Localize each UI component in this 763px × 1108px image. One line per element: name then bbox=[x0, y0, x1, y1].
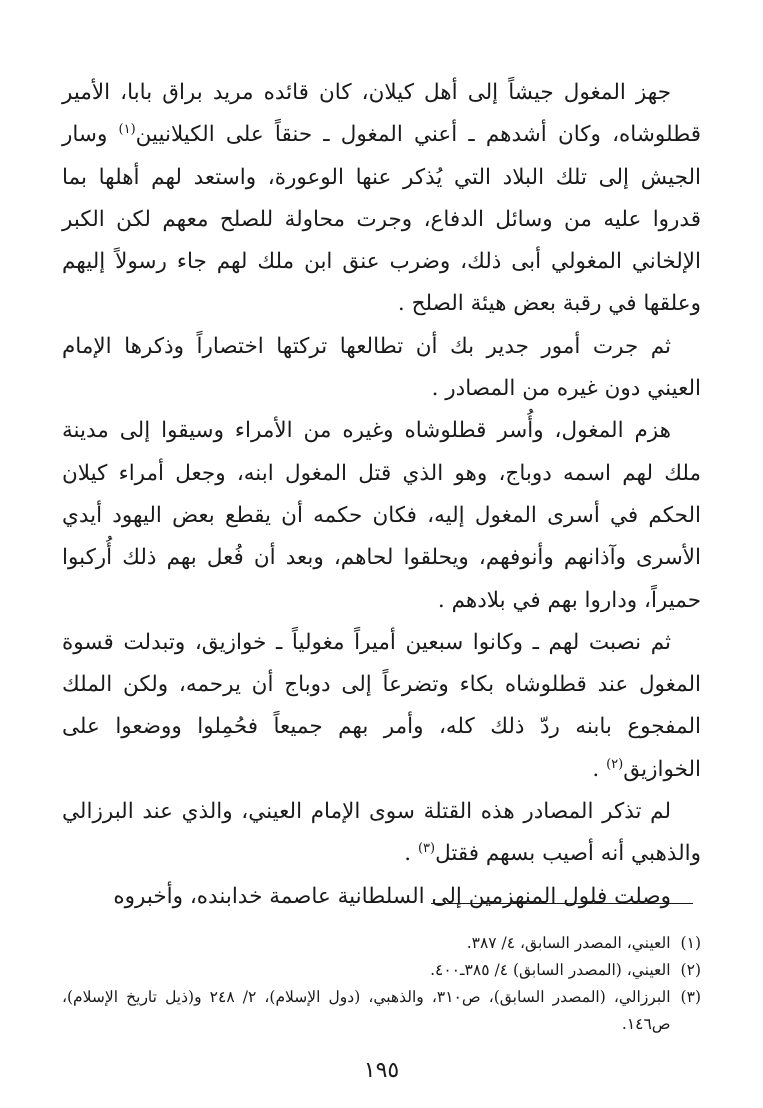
footnote-1 bbox=[62, 930, 701, 957]
paragraph-5: لم تذكر المصادر هذه القتلة سوى الإمام العيني، والذي عند البرزالي والذهبي أنه أصيب بسهم فقتل$^{(٣)}$ . bbox=[62, 799, 701, 867]
footnote-2 bbox=[62, 957, 701, 984]
footnote-number: (٣) bbox=[680, 988, 701, 1006]
paragraph-6: وصلت فلول المنهزمين إلى السلطانية عاصمة خدابنده، وأخبروه bbox=[113, 883, 671, 909]
paragraph-4: ثم نصبت لهم ـ وكانوا سبعين أميراً مغولياً ـ خوازيق، وتبدلت قسوة المغول عند قطلوشاه بكاء وتضرعاً إلى دوباج أن يرحمه، ولكن الملك المفجوع بابنه ردّ ذلك كله، وأمر بهم جميعاً فحُمِلوا ووضعوا على الخوازيق$^{(٢)}$ . bbox=[62, 629, 701, 782]
paragraph-3: هزم المغول، وأُسر قطلوشاه وغيره من الأمراء وسيقوا إلى مدينة ملك لهم اسمه دوباج، وهو الذي قتل المغول ابنه، وجعل أمراء كيلان الحكم في أسرى المغول إليه، فكان حكمه أن يقطع بعض اليهود أيدي الأسرى وآذانهم وأنوفهم، ويحلقوا لحاهم، وبعد أن فُعل بهم ذلك أُركبوا حميراً، وداروا بهم في بلادهم . bbox=[62, 418, 701, 613]
paragraph-2: ثم جرت أمور جدير بك أن تطالعها تركتها اختصاراً وذكرها الإمام العيني دون غيره من المصادر . bbox=[62, 333, 701, 402]
page-number: ١٩٥ bbox=[363, 1058, 400, 1083]
paragraph-1: جهز المغول جيشاً إلى أهل كيلان، كان قائده مريد براق بابا، الأمير قطلوشاه، وكان أشدهم ـ أعني المغول ـ حنقاً على الكيلانيين$^{(١)}$ وسار الجيش إلى تلك البلاد التي يُذكر عنها الوعورة، واستعد لهم أهلها بما قدروا عليه من وسائل الدفاع، وجرت محاولة للصلح معهم لكن الكبر الإلخاني المغولي أبى ذلك، وضرب عنق ابن ملك لهم جاء رسولاً إليهم وعلقها في رقبة بعض هيئة الصلح . bbox=[62, 80, 701, 317]
footnote-number: (١) bbox=[680, 934, 701, 952]
footnote-text: العيني، المصدر السابق، ٤/ ٣٨٧. bbox=[466, 934, 671, 952]
footnote-text: البرزالي، (المصدر السابق)، ص٣١٠، والذهبي، (دول الإسلام)، ٢/ ٢٤٨ و(ذيل تاريخ الإسلام)، ص١٤٦. bbox=[62, 988, 671, 1033]
main-text bbox=[62, 72, 701, 918]
footnote-ref-3[interactable]: (٣) bbox=[417, 841, 436, 857]
footnote-ref-1[interactable]: (١) bbox=[118, 122, 136, 138]
footnote-text: العيني، (المصدر السابق) ٤/ ٣٨٥ـ٤٠٠. bbox=[430, 961, 671, 979]
footnotes bbox=[62, 930, 701, 1038]
footnote-divider bbox=[431, 903, 693, 904]
footnote-ref-2[interactable]: (٢) bbox=[606, 756, 624, 772]
footnote-number: (٢) bbox=[680, 961, 701, 979]
footnote-3 bbox=[62, 984, 701, 1038]
